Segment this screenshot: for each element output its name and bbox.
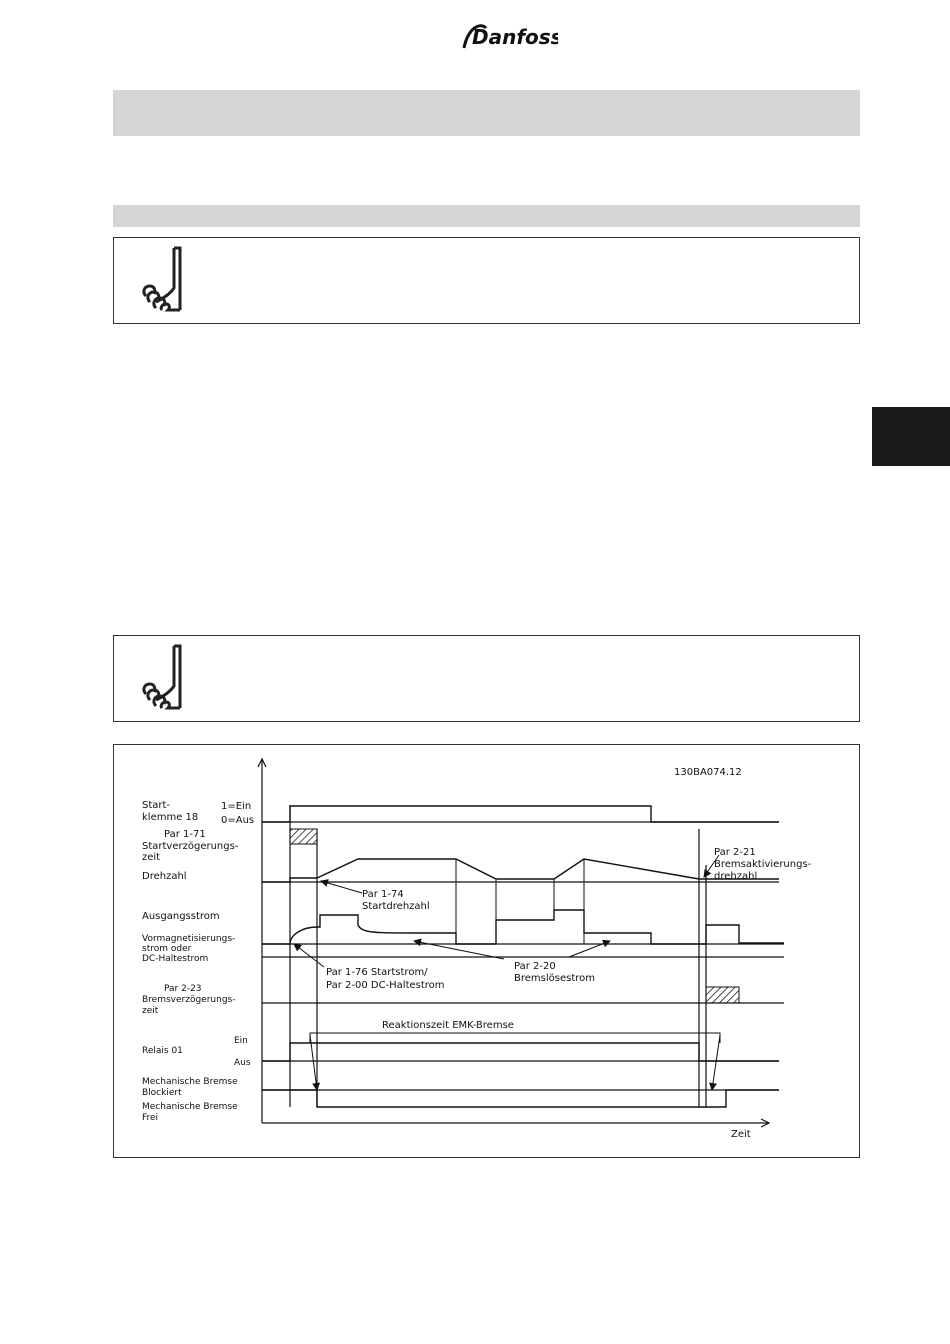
diagram-code: 130BA074.12 — [674, 767, 742, 778]
reaction-time-bracket — [310, 1033, 720, 1043]
annot-brake-release-current: Bremslösestrom — [514, 973, 595, 984]
label-brake-delay-1: Bremsverzögerungs- — [142, 995, 236, 1005]
label-start-terminal-1: Start- — [142, 800, 171, 811]
label-mech-brake-locked: Blockiert — [142, 1088, 182, 1098]
label-brake-delay-2: zeit — [142, 1006, 159, 1016]
label-start-delay: Startverzögerungs- — [142, 841, 239, 852]
annot-par-221: Par 2-21 — [714, 847, 756, 858]
label-relay-off: Aus — [234, 1058, 251, 1068]
chapter-side-tab — [872, 407, 950, 466]
leader-start-current — [294, 944, 324, 967]
annot-brake-activation-1: Bremsaktivierungs- — [714, 859, 812, 870]
label-mech-brake-free: Frei — [142, 1113, 159, 1123]
relay-signal — [262, 1043, 779, 1061]
note-box-1 — [113, 237, 860, 324]
start-terminal-signal — [262, 806, 779, 822]
danfoss-logo — [458, 18, 558, 54]
speed-profile — [262, 859, 779, 882]
annot-par-174: Par 1-74 — [362, 889, 404, 900]
label-speed: Drehzahl — [142, 871, 187, 882]
label-output-current: Ausgangsstrom — [142, 911, 220, 922]
label-mech-brake-1: Mechanische Bremse — [142, 1077, 238, 1087]
page-header-bar — [113, 90, 860, 136]
mechanical-brake-signal — [262, 1090, 779, 1107]
annot-par-200: Par 2-00 DC-Haltestrom — [326, 980, 445, 991]
reaction-arrow-right — [712, 1035, 720, 1090]
label-relay-on: Ein — [234, 1036, 248, 1046]
timing-diagram-svg — [114, 745, 859, 1157]
label-premag-2: strom oder — [142, 944, 192, 954]
start-delay-block — [290, 829, 317, 844]
label-on-state: 1=Ein — [221, 801, 252, 812]
label-mech-brake-2: Mechanische Bremse — [142, 1102, 238, 1112]
brake-delay-block — [706, 987, 739, 1003]
label-par-223: Par 2-23 — [164, 984, 202, 994]
label-premag-3: DC-Haltestrom — [142, 954, 209, 964]
section-header-bar — [113, 205, 860, 227]
note-hand-icon — [134, 244, 190, 314]
label-start-terminal-2: klemme 18 — [142, 812, 199, 823]
annot-par-176: Par 1-76 Startstrom/ — [326, 967, 428, 978]
annot-brake-activation-2: drehzahl — [714, 871, 758, 882]
note-box-2 — [113, 635, 860, 722]
brake-timing-diagram — [113, 744, 860, 1158]
logo-text: Danfoss — [472, 25, 558, 49]
leader-start-speed — [321, 881, 362, 893]
label-start-delay-2: zeit — [142, 852, 161, 863]
annot-time-axis: Zeit — [731, 1129, 751, 1140]
annot-par-220: Par 2-20 — [514, 961, 556, 972]
label-off-state: 0=Aus — [221, 815, 255, 826]
annot-start-speed: Startdrehzahl — [362, 901, 430, 912]
label-premag-1: Vormagnetisierungs- — [142, 934, 236, 944]
label-relay: Relais 01 — [142, 1046, 183, 1056]
label-par-171: Par 1-71 — [164, 829, 206, 840]
annot-reaction-time: Reaktionszeit EMK-Bremse — [382, 1020, 514, 1031]
note-hand-icon — [134, 642, 190, 712]
